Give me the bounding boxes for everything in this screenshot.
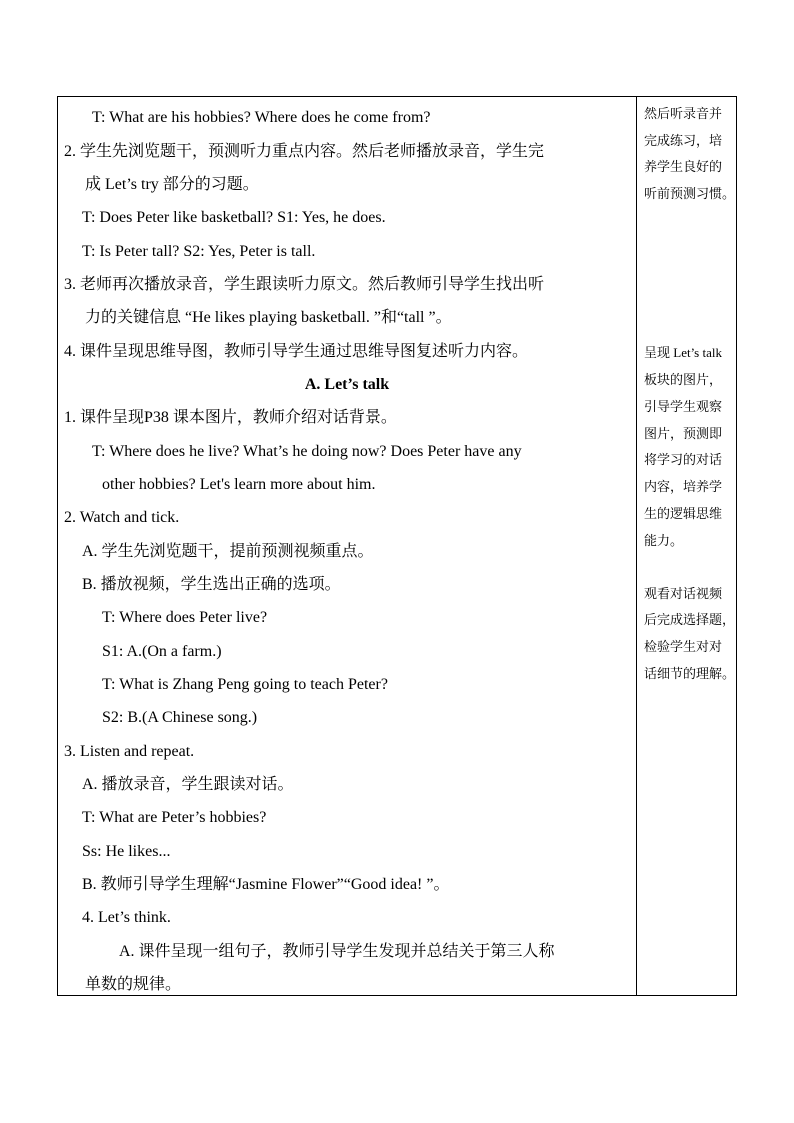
text-line: Ss: He likes... xyxy=(82,843,171,860)
text-line: B. 教师引导学生理解“Jasmine Flower”“Good idea! ”。 xyxy=(82,876,450,893)
text-line: S2: B.(A Chinese song.) xyxy=(102,709,258,726)
text-line: 4. 课件呈现思维导图，教师引导学生通过思维导图复述听力内容。 xyxy=(64,343,529,360)
note-line: 内容，培养学 xyxy=(644,479,723,494)
note-line: 呈现 Let’s talk xyxy=(644,345,722,360)
text-line: 1. 课件呈现P38 课本图片，教师介绍对话背景。 xyxy=(64,409,397,426)
note-line: 然后听录音并 xyxy=(644,106,723,121)
section-heading: A. Let’s talk xyxy=(304,376,390,393)
text-line: 成 Let’s try 部分的习题。 xyxy=(85,176,259,193)
text-line: T: Does Peter like basketball? S1: Yes, he does. xyxy=(82,209,386,226)
text-line: 3. Listen and repeat. xyxy=(64,743,195,760)
text-line: other hobbies? Let's learn more about him. xyxy=(102,476,376,493)
note-line: 引导学生观察 xyxy=(644,399,723,414)
note-line: 听前预测习惯。 xyxy=(644,186,736,201)
text-line: A. 播放录音，学生跟读对话。 xyxy=(82,776,294,793)
note-line: 将学习的对话 xyxy=(644,452,723,467)
note-line: 能力。 xyxy=(644,533,684,548)
teaching-process-cell xyxy=(58,97,636,995)
lesson-table xyxy=(57,96,737,996)
text-line: B. 播放视频，学生选出正确的选项。 xyxy=(82,576,341,593)
note-line: 生的逻辑思维 xyxy=(644,506,723,521)
text-line: 力的关键信息 “He likes playing basketball. ”和“tall ”。 xyxy=(85,309,452,326)
note-line: 图片，预测即 xyxy=(644,426,723,441)
text-line: 单数的规律。 xyxy=(85,976,182,993)
text-line: T: Is Peter tall? S2: Yes, Peter is tall. xyxy=(82,243,316,260)
note-line: 板块的图片， xyxy=(644,372,723,387)
text-line: T: What are his hobbies? Where does he come from? xyxy=(92,109,431,126)
text-line: 4. Let’s think. xyxy=(82,909,171,926)
note-line: 话细节的理解。 xyxy=(644,666,736,681)
text-line: A. 课件呈现一组句子，教师引导学生发现并总结关于第三人称 xyxy=(119,943,555,960)
note-line: 检验学生对对 xyxy=(644,639,723,654)
text-line: S1: A.(On a farm.) xyxy=(102,643,222,660)
text-line: T: Where does he live? What’s he doing now? Does Peter have any xyxy=(92,443,522,460)
design-intent-cell xyxy=(637,97,736,995)
text-line: T: What are Peter’s hobbies? xyxy=(82,809,267,826)
text-line: 2. Watch and tick. xyxy=(64,509,180,526)
text-line: 2. 学生先浏览题干，预测听力重点内容。然后老师播放录音，学生完 xyxy=(64,143,545,160)
note-line: 养学生良好的 xyxy=(644,159,723,174)
note-line: 观看对话视频 xyxy=(644,586,723,601)
text-line: A. 学生先浏览题干，提前预测视频重点。 xyxy=(82,543,374,560)
note-line: 完成练习，培 xyxy=(644,133,723,148)
text-line: 3. 老师再次播放录音，学生跟读听力原文。然后教师引导学生找出听 xyxy=(64,276,545,293)
text-line: T: What is Zhang Peng going to teach Peter? xyxy=(102,676,388,693)
text-line: T: Where does Peter live? xyxy=(102,609,268,626)
note-line: 后完成选择题， xyxy=(644,612,736,627)
